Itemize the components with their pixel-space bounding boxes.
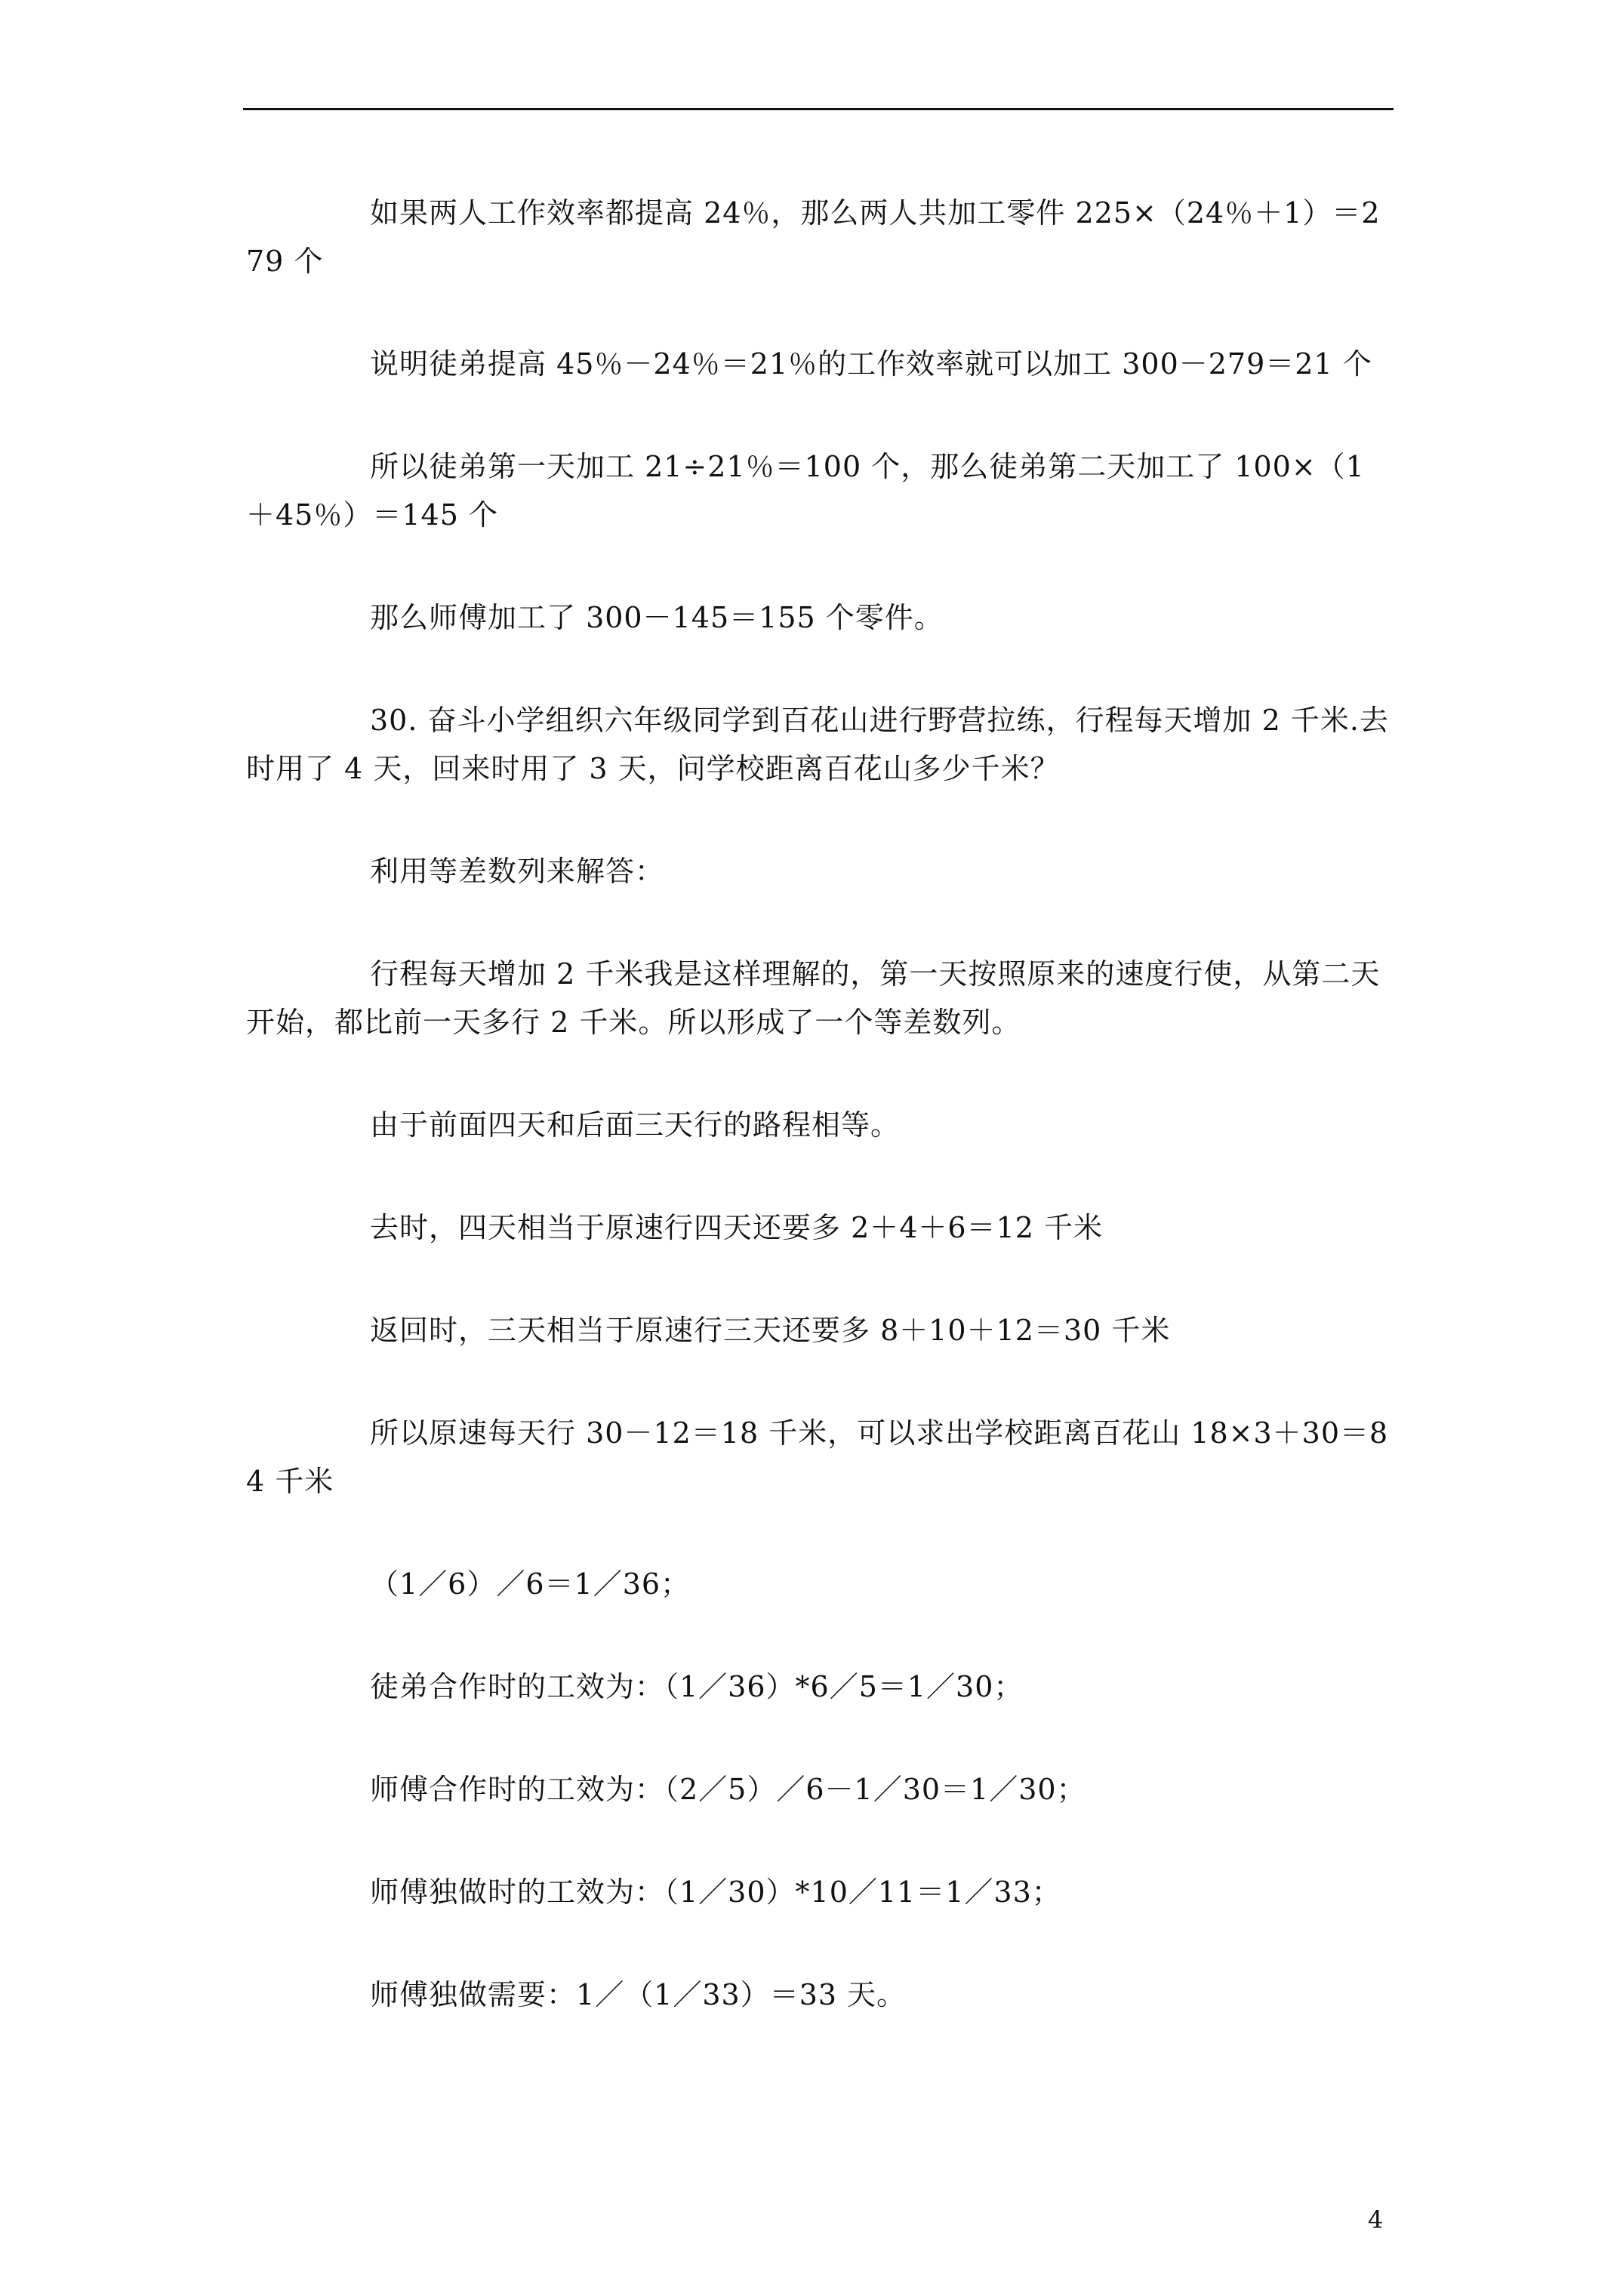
paragraph: 行程每天增加 2 千米我是这样理解的，第一天按照原来的速度行使，从第二天开始，都比前一天多行 2 千米。所以形成了一个等差数列。 <box>246 957 1381 1039</box>
paragraph: 师傅合作时的工效为：（2／5）／6－1／30＝1／30； <box>370 1773 1086 1806</box>
page-number: 4 <box>1368 2205 1384 2234</box>
header-rule <box>243 108 1394 110</box>
document-body <box>246 189 1394 2073</box>
problem-30: 30. 奋斗小学组织六年级同学到百花山进行野营拉练，行程每天增加 2 千米.去时用了 4 天，回来时用了 3 天，问学校距离百花山多少千米？ <box>246 704 1389 785</box>
paragraph: 徒弟合作时的工效为：（1／36）*6／5＝1／30； <box>370 1670 1024 1703</box>
paragraph: 返回时，三天相当于原速行三天还要多 8＋10＋12＝30 千米 <box>370 1314 1171 1347</box>
paragraph: 说明徒弟提高 45％－24％＝21％的工作效率就可以加工 300－279＝21 个 <box>370 347 1372 381</box>
paragraph: 所以原速每天行 30－12＝18 千米，可以求出学校距离百花山 18×3＋30＝84 千米 <box>246 1416 1389 1498</box>
paragraph: 去时，四天相当于原速行四天还要多 2＋4＋6＝12 千米 <box>370 1211 1104 1244</box>
paragraph: 那么师傅加工了 300－145＝155 个零件。 <box>370 601 944 634</box>
paragraph: 所以徒弟第一天加工 21÷21％＝100 个，那么徒弟第二天加工了 100×（1＋45％）＝145 个 <box>246 450 1365 532</box>
paragraph: 师傅独做时的工效为：（1／30）*10／11＝1／33； <box>370 1875 1061 1909</box>
paragraph: （1／6）／6＝1／36； <box>370 1567 691 1601</box>
paragraph: 由于前面四天和后面三天行的路程相等。 <box>370 1108 901 1142</box>
paragraph: 利用等差数列来解答： <box>370 855 665 888</box>
paragraph: 师傅独做需要：1／（1／33）＝33 天。 <box>370 1978 907 2011</box>
paragraph: 如果两人工作效率都提高 24％，那么两人共加工零件 225×（24％＋1）＝279 个 <box>246 196 1381 278</box>
